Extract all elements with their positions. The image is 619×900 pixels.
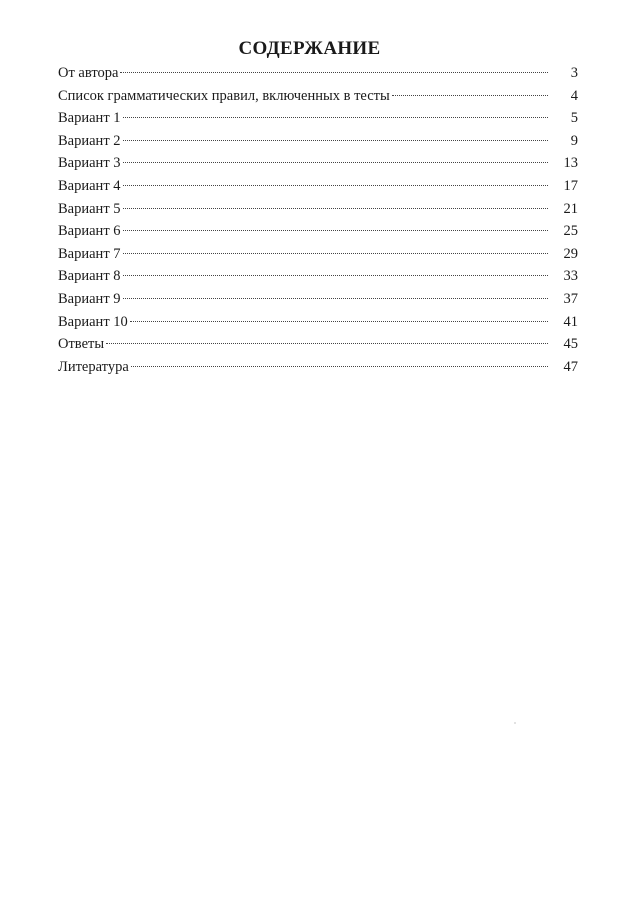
toc-entry-label: Вариант 4 [58, 177, 121, 194]
toc-dot-leader [123, 117, 548, 118]
toc-entry-label: Вариант 1 [58, 110, 121, 127]
toc-entry [58, 333, 578, 356]
toc-entry-page-number: 29 [563, 245, 578, 262]
toc-dot-leader [123, 208, 548, 209]
toc-entry-page-number: 9 [570, 132, 578, 149]
toc-entry-page-number: 3 [570, 65, 578, 81]
toc-entry-label: Вариант 10 [58, 313, 128, 330]
toc-dot-leader [123, 275, 548, 276]
toc-entry-page-number: 4 [570, 87, 578, 104]
toc-entry-label: Вариант 3 [58, 155, 121, 172]
toc-entry-label: Вариант 6 [58, 223, 121, 240]
toc-entry-label: Список грамматических правил, включенных в тесты [58, 87, 390, 104]
toc-entry [58, 198, 578, 221]
toc-entry-label: Вариант 7 [58, 245, 121, 262]
toc-dot-leader [123, 230, 548, 231]
toc-list [58, 62, 578, 378]
toc-entry-page-number: 25 [563, 223, 578, 240]
scan-speck [514, 722, 516, 724]
toc-entry-label: Вариант 2 [58, 132, 121, 149]
toc-entry-label: Ответы [58, 336, 105, 353]
toc-entry [58, 288, 578, 311]
toc-dot-leader [392, 95, 548, 96]
toc-entry [58, 175, 578, 198]
toc-entry [58, 107, 578, 130]
toc-dot-leader [123, 140, 548, 141]
toc-entry [58, 152, 578, 175]
toc-entry [58, 265, 578, 288]
toc-entry [58, 62, 578, 85]
toc-entry-label: Вариант 9 [58, 290, 121, 307]
toc-entry-page-number: 41 [563, 313, 578, 330]
toc-entry-page-number: 33 [563, 268, 578, 285]
toc-dot-leader [106, 343, 548, 344]
toc-entry-page-number: 21 [563, 200, 578, 217]
toc-entry [58, 85, 578, 108]
toc-entry-page-number: 5 [570, 110, 578, 127]
toc-entry [58, 130, 578, 153]
toc-entry-page-number: 13 [563, 155, 578, 172]
toc-entry [58, 243, 578, 266]
toc-dot-leader [120, 72, 548, 73]
toc-dot-leader [123, 185, 548, 186]
toc-entry-label: Вариант 5 [58, 200, 121, 217]
toc-entry-page-number: 45 [563, 336, 578, 353]
toc-entry-label: Вариант 8 [58, 268, 121, 285]
toc-entry-label: От автора [58, 65, 119, 81]
toc-entry [58, 220, 578, 243]
toc-dot-leader [123, 162, 548, 163]
toc-title: СОДЕРЖАНИЕ [238, 38, 381, 59]
toc-entry-page-number: 17 [563, 177, 578, 194]
toc-entry-page-number: 37 [563, 290, 578, 307]
toc-entry-page-number: 47 [563, 358, 578, 375]
toc-dot-leader [131, 366, 548, 367]
toc-dot-leader [123, 253, 548, 254]
toc-entry [58, 356, 578, 379]
toc-dot-leader [123, 298, 548, 299]
toc-entry [58, 311, 578, 334]
toc-dot-leader [130, 321, 548, 322]
toc-entry-label: Литература [58, 358, 129, 375]
